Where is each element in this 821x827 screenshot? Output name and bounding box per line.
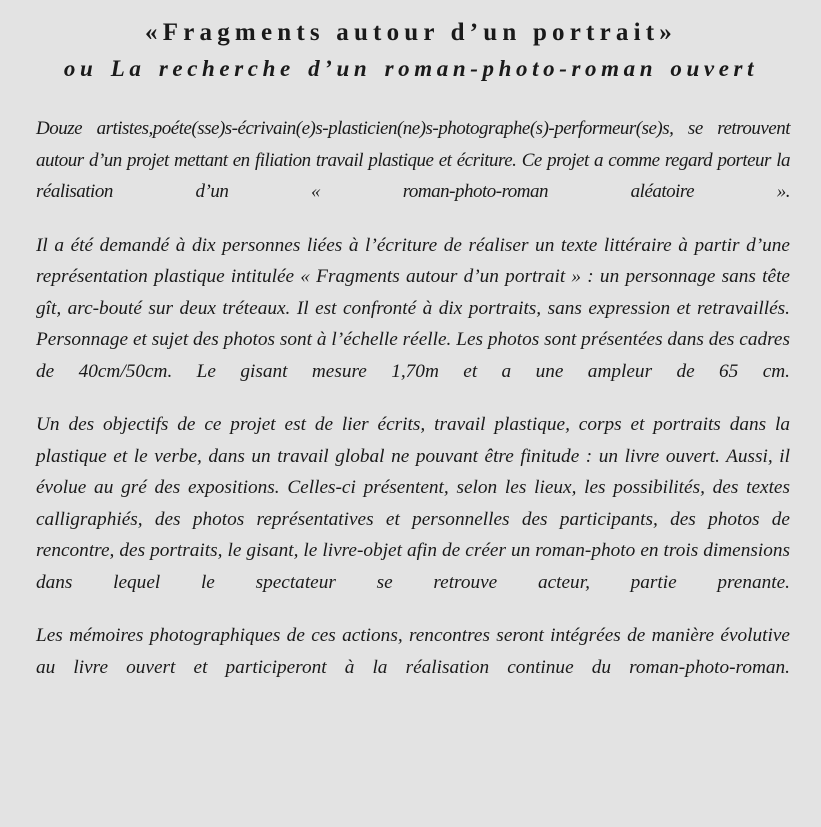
document-body <box>36 113 790 683</box>
paragraph-intro: Douze artistes,poéte(sse)s-écrivain(e)s-plasticien(ne)s-photographe(s)-performeur(se)s, se retrouvent autour d’un projet mettant en filiation travail plastique et écriture. Ce projet a comme regard porteur la réalisation d’un « roman-photo-roman aléatoire ». <box>36 118 790 202</box>
paragraph-conclusion: Les mémoires photographiques de ces actions, rencontres seront intégrées de manière évolutive au livre ouvert et participeront à la réalisation continue du roman-photo-roman. <box>36 625 790 678</box>
document-title: «Fragments autour d’un portrait» <box>145 19 677 46</box>
paragraph-description: Il a été demandé à dix personnes liées à l’écriture de réaliser un texte littéraire à partir d’une représentation plastique intitulée « Fragments autour d’un portrait » : un personnage sans tête gît, arc-bouté sur deux tréteaux. Il est confronté à dix portraits, sans expression et retravaillés. Personnage et sujet des photos sont à l’échelle réelle. Les photos sont présentées dans des cadres de 40cm/50cm. Le gisant mesure 1,70m et a une ampleur de 65 cm. <box>36 234 790 382</box>
paragraph-objectives: Un des objectifs de ce projet est de lier écrits, travail plastique, corps et portraits dans la plastique et le verbe, dans un travail global ne pouvant être finitude : un livre ouvert. Aussi, il évolue au gré des expositions. Celles-ci présentent, selon les lieux, les possibilités, des textes calligraphiés, des photos représentatives et personnelles des participants, des photos de rencontre, des portraits, le gisant, le livre-objet afin de créer un roman-photo en trois dimensions dans lequel le spectateur se retrouve acteur, partie prenante. <box>36 414 790 593</box>
document-subtitle: ou La recherche d’un roman-photo-roman ouvert <box>63 56 759 81</box>
